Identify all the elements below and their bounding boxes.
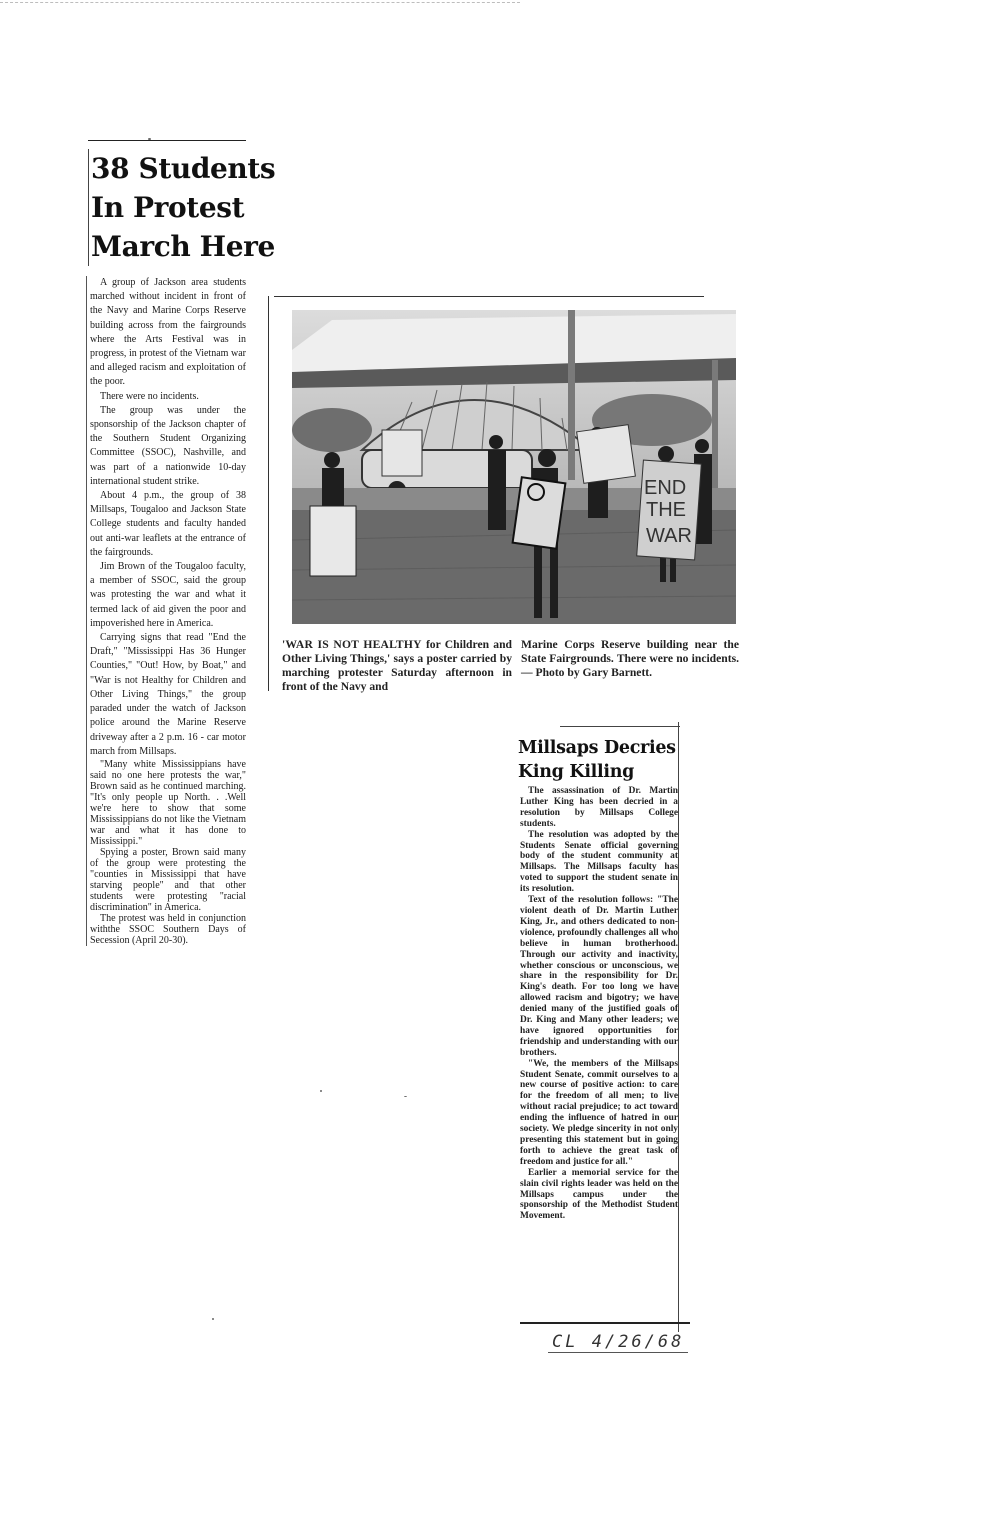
article-paragraph: Carrying signs that read "End the Draft," "Mississippi Has 36 Hunger Counties," "Out! How, by Boat," and "War is not Healthy for Children and Other Living Things," the group paraded under the watch of Jackson police around the Marine Reserve driveway after a 2 p.m. 16 - car motor march from Millsaps. (90, 632, 246, 757)
article-bottom-rule (520, 1322, 690, 1324)
article-body (86, 276, 246, 946)
article-paragraph: Jim Brown of the Tougaloo faculty, a member of SSOC, said the group was protesting the war and what it termed lack of aid given the poor and impoverished here in America. (90, 561, 246, 629)
article-paragraph: Earlier a memorial service for the slain civil rights leader was held on the Millsaps campus under the sponsorship of the Methodist Student Movement. (520, 1167, 678, 1222)
article-paragraph: "We, the members of the Millsaps Student Senate, commit ourselves to a new course of positive action: to care for the freedom of all men; to live without racial prejudice; to act toward ending the influence of hatred in our society. We pledge sincerity in not only presenting this statement but in going forth to achieve the great task of freedom and justice for all." (520, 1058, 678, 1167)
article-paragraph: The protest was held in conjunction withthe SSOC Southern Days of Secession (April 20-30). (90, 912, 246, 946)
headline-line: Millsaps Decries (518, 738, 676, 758)
protest-photo-image (292, 310, 736, 624)
caption-text: for Children and Other Living Things,' says a poster carried by marching protester Saturday afternoon in front of the Navy and (282, 638, 512, 693)
handwritten-date-note: CL 4/26/68 (552, 1332, 685, 1352)
article-paragraph: Spying a poster, Brown said many of the group were protesting the "counties in Mississippi that have starving people" and that other students were protesting "racial discrimination" in America. (90, 846, 246, 913)
photo-caption-left (282, 638, 512, 694)
scan-speck (148, 138, 151, 140)
article-paragraph: Text of the resolution follows: "The violent death of Dr. Martin Luther King, Jr., and others dedicated to non-violence, profoundly challenges all who believe in human brotherhood. Through our activity and inactivity, whether conscious or unconscious, we share in the responsibility for Dr. King's death. For too long we have allowed racism and bigotry; we have denied many of the justified goals of Dr. King and Many other leaders; we have ignored opportunities for friendship and understanding with our brothers. (520, 895, 678, 1058)
article-top-rule (88, 140, 246, 141)
article-top-rule (560, 726, 680, 727)
article-paragraph: There were no incidents. (100, 390, 199, 402)
photo-top-rule (274, 296, 704, 297)
article-paragraph: The resolution was adopted by the Students Senate official governing body of the student community at Millsaps. The Millsaps faculty has voted to support the student senate in its resolution. (520, 829, 678, 895)
article-headline (88, 149, 276, 266)
article-side-rule (678, 722, 679, 1332)
headline-line: March Here (91, 230, 275, 263)
scan-speck (320, 1090, 322, 1092)
sign-text-line: END (644, 477, 687, 499)
article-paragraph: The assassination of Dr. Martin Luther King has been decried in a resolution by Millsaps College students. (520, 786, 678, 829)
protest-photo (292, 310, 736, 624)
photo-caption-right: Marine Corps Reserve building near the State Fairgrounds. There were no incidents. — Photo by Gary Barnett. (521, 638, 739, 679)
scan-speck (212, 1318, 214, 1320)
article-paragraph: About 4 p.m., the group of 38 Millsaps, Tougaloo and Jackson State College students and faculty handed out anti-war leaflets at the entrance of the fairgrounds. (90, 490, 246, 558)
article-paragraph: A group of Jackson area students marched without incident in front of the Navy and Marine Corps Reserve building across from the fairgrounds where the Arts Festival was in progress, in protest of the Vietnam war and alleged racism and exploitation of the poor. (90, 277, 246, 388)
photo-left-rule (268, 296, 269, 691)
caption-lead: 'WAR IS NOT HEALTHY (282, 638, 422, 651)
article-headline (518, 736, 678, 784)
article-paragraph: The group was under the sponsorship of the Jackson chapter of the Southern Student Organizing Committee (SSOC), Nashville, and was part of a nationwide 10-day international student strike. (90, 404, 246, 487)
handwritten-underline (548, 1352, 688, 1353)
headline-line: 38 Students (91, 152, 276, 185)
sign-text-line: WAR (646, 525, 692, 547)
sign-text-line: THE (646, 499, 686, 521)
article-paragraph: "Many white Mississippians have said no one here protests the war," Brown said as he continued marching. "It's only people up North. . .Well we're here to show that some Mississippians do not like the Vietnam war and what it has done to Mississippi." (90, 758, 246, 847)
headline-line: In Protest (91, 191, 245, 224)
article-body (520, 786, 678, 1222)
headline-line: King Killing (518, 762, 635, 782)
scan-speck (404, 1096, 407, 1097)
protest-article (86, 140, 276, 946)
scan-edge-dashes (0, 2, 520, 3)
